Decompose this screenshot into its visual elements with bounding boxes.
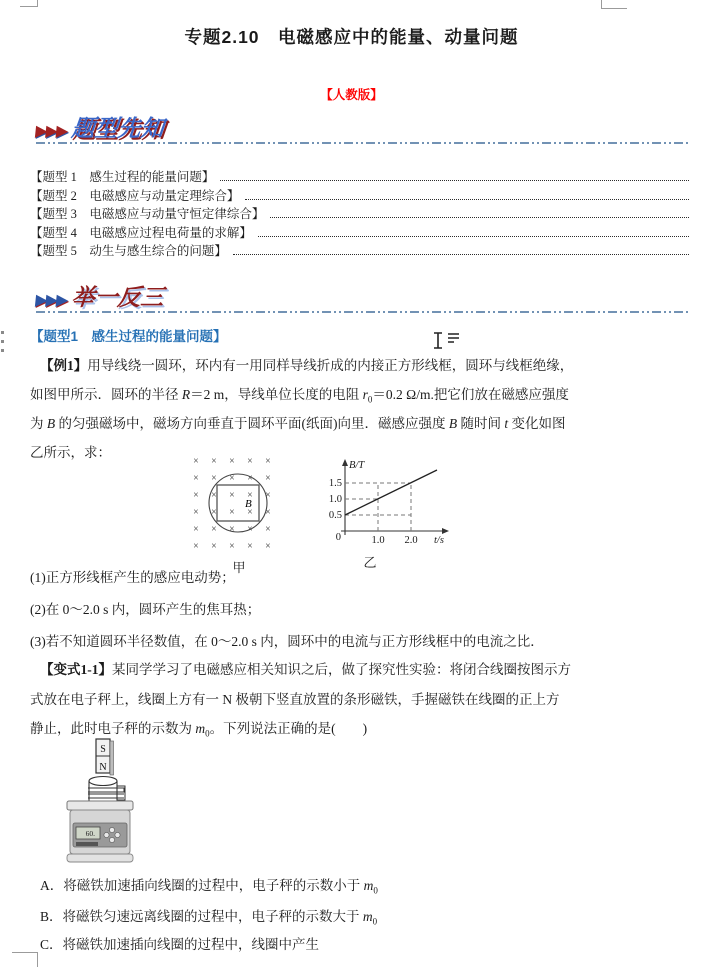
question-2: (2)在 0～2.0 s 内，圆环产生的焦耳热； <box>30 602 261 617</box>
dash-dot-divider <box>36 311 689 313</box>
dotted-leader <box>258 236 689 237</box>
variant1-line3: 静止，此时电子秤的示数为 $m_0$。下列说法正确的是( ) <box>30 721 368 739</box>
field-into-page-cross: × <box>211 490 217 501</box>
field-into-page-cross: × <box>247 507 253 518</box>
dash-dot-divider <box>36 142 689 144</box>
dotted-leader <box>233 254 689 255</box>
field-into-page-cross: × <box>265 490 271 501</box>
field-into-page-cross: × <box>193 507 199 518</box>
option-a: A．将磁铁加速插向线圈的过程中，电子秤的示数小于 $m_0$ <box>40 878 378 896</box>
figure-yi <box>315 455 460 571</box>
edition-label: 【人教版】 <box>320 88 383 102</box>
example1-line4: 乙所示，求： <box>30 445 111 460</box>
dotted-leader <box>270 217 689 218</box>
crop-mark-top-left <box>20 0 38 7</box>
banner-question-types <box>34 110 165 143</box>
x-axis-arrow <box>442 528 449 534</box>
field-into-page-cross: × <box>229 507 235 518</box>
toc-item-2[interactable]: 【题型 2 电磁感应与动量定理综合】 <box>30 186 691 205</box>
bt-graph <box>315 455 460 547</box>
banner-examples <box>34 279 165 312</box>
scale-reading: 60. <box>85 829 95 838</box>
table-of-contents <box>30 167 691 260</box>
field-into-page-cross: × <box>211 541 217 552</box>
toc-item-5[interactable]: 【题型 5 动生与感生综合的问题】 <box>30 241 691 260</box>
svg-text:0: 0 <box>335 532 341 543</box>
y-axis-label: B/T <box>349 460 365 471</box>
svg-text:1.0: 1.0 <box>328 494 342 505</box>
b-t-line <box>345 470 437 515</box>
section-heading: 【题型1 感生过程的能量问题】 <box>30 329 227 344</box>
variant1-line2: 式放在电子秤上，线圈上方有一 N 极朝下竖直放置的条形磁铁，手握磁铁在线圈的正上方 <box>30 692 560 707</box>
field-into-page-cross: × <box>229 473 235 484</box>
field-into-page-cross: × <box>265 456 271 467</box>
variant1-tag: 【变式1-1】 <box>40 662 112 677</box>
ring-circle <box>209 474 267 532</box>
toc-item-3[interactable]: 【题型 3 电磁感应与动量守恒定律综合】 <box>30 204 691 223</box>
magnet-pole-s: S <box>100 744 106 755</box>
variant1-line1: 【变式1-1】某同学学习了电磁感应相关知识之后，做了探究性实验：将闭合线圈按图示方 <box>40 662 571 677</box>
text-cursor-icon <box>430 330 464 352</box>
dotted-leader <box>245 199 689 200</box>
banner-label: 举一反三 <box>70 284 166 310</box>
field-into-page-cross: × <box>265 507 271 518</box>
svg-text:2.0: 2.0 <box>404 535 418 546</box>
bar-magnet-icon <box>96 739 114 775</box>
crop-mark-bottom-left <box>12 952 38 967</box>
magnet-pole-n: N <box>99 762 107 773</box>
field-into-page-cross: × <box>193 456 199 467</box>
toc-item-4[interactable]: 【题型 4 电磁感应过程电荷量的求解】 <box>30 223 691 242</box>
example1-line1: 【例1】用导线绕一圆环，环内有一用同样导线折成的内接正方形线框，圆环与线框绝缘， <box>40 358 574 373</box>
field-into-page-cross: × <box>247 541 253 552</box>
field-into-page-cross: × <box>265 541 271 552</box>
field-into-page-cross: × <box>211 473 217 484</box>
triple-arrow-icon: ▶▶▶ <box>34 123 68 140</box>
field-into-page-cross: × <box>211 524 217 535</box>
option-b: B．将磁铁匀速远离线圈的过程中，电子秤的示数大于 $m_0$ <box>40 909 378 927</box>
option-c: C．将磁铁加速插向线圈的过程中，线圈中产生 <box>40 937 320 952</box>
field-into-page-cross: × <box>211 456 217 467</box>
svg-text:0.5: 0.5 <box>328 510 342 521</box>
svg-text:1.5: 1.5 <box>328 478 342 489</box>
field-into-page-cross: × <box>229 524 235 535</box>
banner-label: 题型先知 <box>70 115 166 141</box>
field-into-page-cross: × <box>193 524 199 535</box>
example1-line3: 为 B 的匀强磁场中，磁场方向垂直于圆环平面(纸面)向里．磁感应强度 B 随时间 t 变化如图 <box>30 416 566 431</box>
triple-arrow-icon: ▶▶▶ <box>34 292 68 309</box>
field-into-page-cross: × <box>229 456 235 467</box>
field-into-page-cross: × <box>193 541 199 552</box>
x-axis-label: t/s <box>434 535 444 546</box>
field-into-page-cross: × <box>211 507 217 518</box>
crop-mark-top-right <box>601 0 627 9</box>
question-3: (3)若不知道圆环半径数值，在 0～2.0 s 内，圆环中的电流与正方形线框中的电流之比． <box>30 634 544 649</box>
dotted-leader <box>220 180 689 181</box>
figure-yi-label: 乙 <box>363 555 377 570</box>
left-edge-dots <box>1 331 4 358</box>
field-symbol: B <box>245 498 252 510</box>
electronic-scale-icon <box>67 801 133 862</box>
toc-item-1[interactable]: 【题型 1 感生过程的能量问题】 <box>30 167 691 186</box>
field-into-page-cross: × <box>229 490 235 501</box>
example1-tag: 【例1】 <box>40 358 88 373</box>
figure-jia <box>186 452 292 576</box>
field-into-page-cross: × <box>193 473 199 484</box>
field-into-page-cross: × <box>265 524 271 535</box>
field-into-page-cross: × <box>247 490 253 501</box>
field-into-page-cross: × <box>247 524 253 535</box>
figure-jia-label: 甲 <box>232 560 246 575</box>
field-into-page-cross: × <box>193 490 199 501</box>
field-ring-diagram <box>186 452 292 552</box>
svg-text:1.0: 1.0 <box>371 535 385 546</box>
field-into-page-cross: × <box>229 541 235 552</box>
field-into-page-cross: × <box>265 473 271 484</box>
page-title: 专题2.10 电磁感应中的能量、动量问题 <box>184 27 519 47</box>
example1-line2: 如图甲所示．圆环的半径 R＝2 m，导线单位长度的电阻 $r_0=0.2$ Ω/m.把它们放在磁感应强度 <box>30 387 569 405</box>
magnet-scale-figure <box>55 733 145 867</box>
question-1: (1)正方形线框产生的感应电动势； <box>30 570 235 585</box>
field-into-page-cross: × <box>247 456 253 467</box>
y-axis-arrow <box>342 459 348 466</box>
field-into-page-cross: × <box>247 473 253 484</box>
